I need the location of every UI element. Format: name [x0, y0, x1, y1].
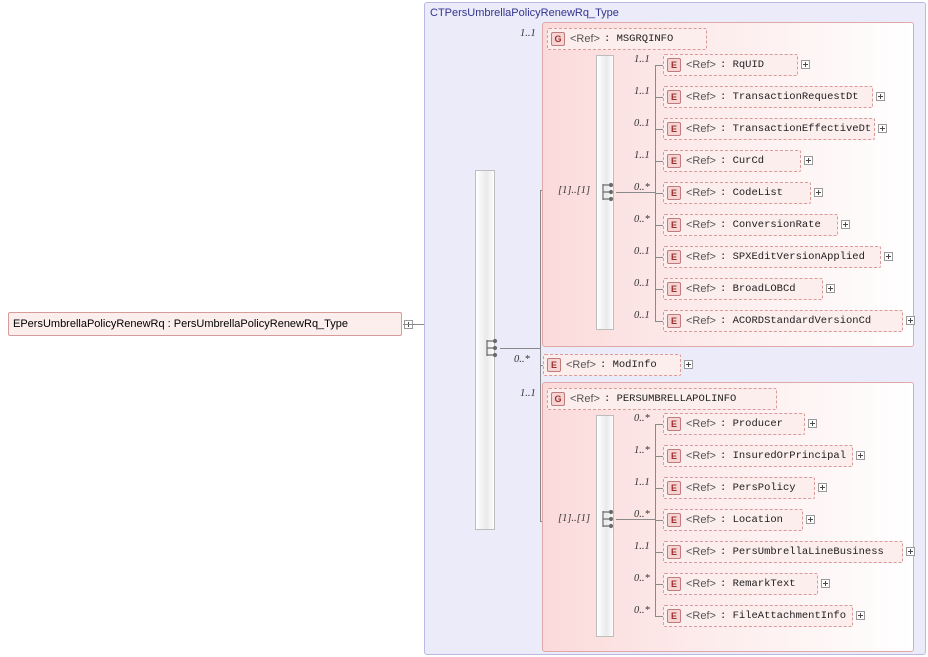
group-cardinality-msgrqinfo: 1..1	[520, 28, 536, 39]
element-name-acordstandardversioncd: : ACORDStandardVersionCd	[719, 315, 872, 327]
expander-plus-icon[interactable]	[841, 220, 850, 229]
element-tag-icon: E	[667, 449, 681, 463]
element-cardinality-location: 0..*	[634, 509, 650, 520]
group1-sequence-cardinality: [1]..[1]	[558, 185, 591, 196]
expander-plus-icon[interactable]	[876, 92, 885, 101]
group2-sequence-cardinality: [1]..[1]	[558, 513, 591, 524]
group2-child-connector	[655, 552, 663, 553]
group-cardinality-persumbrellapolinfo: 1..1	[520, 388, 536, 399]
group-name-msgrqinfo: : MSGRQINFO	[603, 33, 674, 45]
complextype-name: PersUmbrellaPolicyRenewRq_Type	[444, 7, 619, 19]
element-tag-icon: E	[667, 513, 681, 527]
element-node-curcd[interactable]	[663, 150, 801, 172]
element-cardinality-modinfo: 0..*	[514, 354, 530, 365]
element-node-transactionrequestdt[interactable]	[663, 86, 873, 108]
group1-child-connector	[655, 225, 663, 226]
element-cardinality-transactionrequestdt: 1..1	[634, 86, 650, 97]
element-tag-icon: E	[667, 250, 681, 264]
element-cardinality-insuredorprincipal: 1..*	[634, 445, 650, 456]
element-cardinality-persumbrellalinebusiness: 1..1	[634, 541, 650, 552]
element-tag-icon: E	[667, 90, 681, 104]
element-ref-label: <Ref>	[686, 450, 716, 462]
element-name-transactioneffectivedt: : TransactionEffectiveDt	[719, 123, 872, 135]
element-cardinality-fileattachmentinfo: 0..*	[634, 605, 650, 616]
element-tag-icon: E	[667, 609, 681, 623]
group-ref-label: <Ref>	[570, 33, 600, 45]
element-cardinality-acordstandardversioncd: 0..1	[634, 310, 650, 321]
element-cardinality-remarktext: 0..*	[634, 573, 650, 584]
group2-child-connector	[655, 456, 663, 457]
group-node-persumbrellapolinfo[interactable]	[547, 388, 777, 410]
element-node-rquid[interactable]	[663, 54, 798, 76]
element-tag-icon: E	[667, 481, 681, 495]
expander-plus-icon[interactable]	[856, 611, 865, 620]
element-ref-label: <Ref>	[686, 315, 716, 327]
group-ref-label: <Ref>	[570, 393, 600, 405]
element-ref-label: <Ref>	[686, 578, 716, 590]
element-name-producer: : Producer	[719, 418, 783, 430]
element-tag-icon: E	[667, 417, 681, 431]
element-node-modinfo[interactable]	[543, 354, 681, 376]
group2-child-connector	[655, 584, 663, 585]
expander-plus-icon[interactable]	[804, 156, 813, 165]
element-ref-label: <Ref>	[686, 251, 716, 263]
expander-plus-icon[interactable]	[806, 515, 815, 524]
element-name-remarktext: : RemarkText	[719, 578, 796, 590]
element-ref-label: <Ref>	[686, 187, 716, 199]
expander-plus-icon[interactable]	[801, 60, 810, 69]
group2-child-connector	[655, 520, 663, 521]
element-name-perspolicy: : PersPolicy	[719, 482, 796, 494]
element-tag-icon: E	[13, 318, 21, 330]
element-cardinality-perspolicy: 1..1	[634, 477, 650, 488]
element-ref-label: <Ref>	[686, 546, 716, 558]
element-name-fileattachmentinfo: : FileAttachmentInfo	[719, 610, 846, 622]
element-cardinality-producer: 0..*	[634, 413, 650, 424]
element-node-acordstandardversioncd[interactable]	[663, 310, 903, 332]
expander-plus-icon[interactable]	[818, 483, 827, 492]
element-node-fileattachmentinfo[interactable]	[663, 605, 853, 627]
element-name-persumbrellalinebusiness: : PersUmbrellaLineBusiness	[719, 546, 884, 558]
element-name-modinfo: : ModInfo	[599, 359, 657, 371]
group1-child-connector	[655, 257, 663, 258]
group1-child-connector	[655, 289, 663, 290]
element-name-broadlobcd: : BroadLOBCd	[719, 283, 796, 295]
element-tag-icon: E	[667, 122, 681, 136]
element-tag-icon: E	[667, 58, 681, 72]
group-tag-icon: G	[551, 32, 565, 46]
element-name-conversionrate: : ConversionRate	[719, 219, 821, 231]
element-cardinality-rquid: 1..1	[634, 54, 650, 65]
element-ref-label: <Ref>	[686, 514, 716, 526]
element-node-perspolicy[interactable]	[663, 477, 815, 499]
element-cardinality-transactioneffectivedt: 0..1	[634, 118, 650, 129]
element-ref-label: <Ref>	[566, 359, 596, 371]
expander-plus-icon[interactable]	[856, 451, 865, 460]
element-tag-icon: E	[547, 358, 561, 372]
element-ref-label: <Ref>	[686, 59, 716, 71]
element-tag-icon: E	[667, 545, 681, 559]
element-ref-label: <Ref>	[686, 155, 716, 167]
complextype-label	[430, 5, 619, 21]
group1-child-connector	[655, 65, 663, 66]
main-sequence-icon[interactable]	[482, 338, 500, 358]
expander-plus-icon[interactable]	[684, 360, 693, 369]
element-name-curcd: : CurCd	[719, 155, 765, 167]
element-tag-icon: E	[667, 154, 681, 168]
element-cardinality-broadlobcd: 0..1	[634, 278, 650, 289]
element-ref-label: <Ref>	[686, 219, 716, 231]
expander-plus-icon[interactable]	[884, 252, 893, 261]
element-cardinality-spxeditversionapplied: 0..1	[634, 246, 650, 257]
connector-seqicon-to-trunk	[500, 348, 540, 349]
element-node-conversionrate[interactable]	[663, 214, 838, 236]
element-ref-label: <Ref>	[686, 482, 716, 494]
element-tag-icon: E	[667, 314, 681, 328]
group-tag-icon: G	[551, 392, 565, 406]
group2-child-connector	[655, 616, 663, 617]
element-node-codelist[interactable]	[663, 182, 811, 204]
element-node-persumbrellalinebusiness[interactable]	[663, 541, 903, 563]
element-cardinality-curcd: 1..1	[634, 150, 650, 161]
element-ref-label: <Ref>	[686, 123, 716, 135]
element-name-codelist: : CodeList	[719, 187, 783, 199]
expander-plus-icon[interactable]	[808, 419, 817, 428]
element-ref-label: <Ref>	[686, 91, 716, 103]
element-node-insuredorprincipal[interactable]	[663, 445, 853, 467]
element-node-spxeditversionapplied[interactable]	[663, 246, 881, 268]
root-element-box[interactable]	[8, 312, 402, 336]
expander-plus-icon[interactable]	[878, 124, 887, 133]
group1-sequence-icon[interactable]	[598, 182, 616, 202]
element-name-spxeditversionapplied: : SPXEditVersionApplied	[719, 251, 865, 263]
main-sequence-trunk	[540, 190, 541, 521]
element-tag-icon: E	[667, 186, 681, 200]
group2-sequence-icon[interactable]	[598, 509, 616, 529]
element-name-transactionrequestdt: : TransactionRequestDt	[719, 91, 859, 103]
element-name-insuredorprincipal: : InsuredOrPrincipal	[719, 450, 846, 462]
element-ref-label: <Ref>	[686, 610, 716, 622]
expander-plus-icon[interactable]	[906, 316, 915, 325]
element-node-producer[interactable]	[663, 413, 805, 435]
element-tag-icon: E	[667, 282, 681, 296]
element-node-remarktext[interactable]	[663, 573, 818, 595]
element-tag-icon: E	[667, 218, 681, 232]
complextype-tag-icon: CT	[430, 7, 445, 19]
element-ref-label: <Ref>	[686, 283, 716, 295]
element-name-rquid: : RqUID	[719, 59, 765, 71]
element-ref-label: <Ref>	[686, 418, 716, 430]
element-node-transactioneffectivedt[interactable]	[663, 118, 875, 140]
group1-child-connector	[655, 321, 663, 322]
group-name-persumbrellapolinfo: : PERSUMBRELLAPOLINFO	[603, 393, 737, 405]
group1-child-connector	[655, 129, 663, 130]
group1-child-connector	[655, 161, 663, 162]
group1-child-connector	[655, 193, 663, 194]
group2-child-connector	[655, 424, 663, 425]
element-node-location[interactable]	[663, 509, 803, 531]
element-name-location: : Location	[719, 514, 783, 526]
group1-child-connector	[655, 97, 663, 98]
element-cardinality-conversionrate: 0..*	[634, 214, 650, 225]
expander-plus-icon[interactable]	[906, 547, 915, 556]
element-cardinality-codelist: 0..*	[634, 182, 650, 193]
element-node-broadlobcd[interactable]	[663, 278, 823, 300]
expander-plus-icon[interactable]	[821, 579, 830, 588]
expander-plus-icon[interactable]	[814, 188, 823, 197]
element-tag-icon: E	[667, 577, 681, 591]
root-element-label: PersUmbrellaPolicyRenewRq : PersUmbrellaPolicyRenewRq_Type	[20, 318, 349, 330]
group-node-msgrqinfo[interactable]	[547, 28, 707, 50]
group2-child-connector	[655, 488, 663, 489]
expander-plus-icon[interactable]	[826, 284, 835, 293]
